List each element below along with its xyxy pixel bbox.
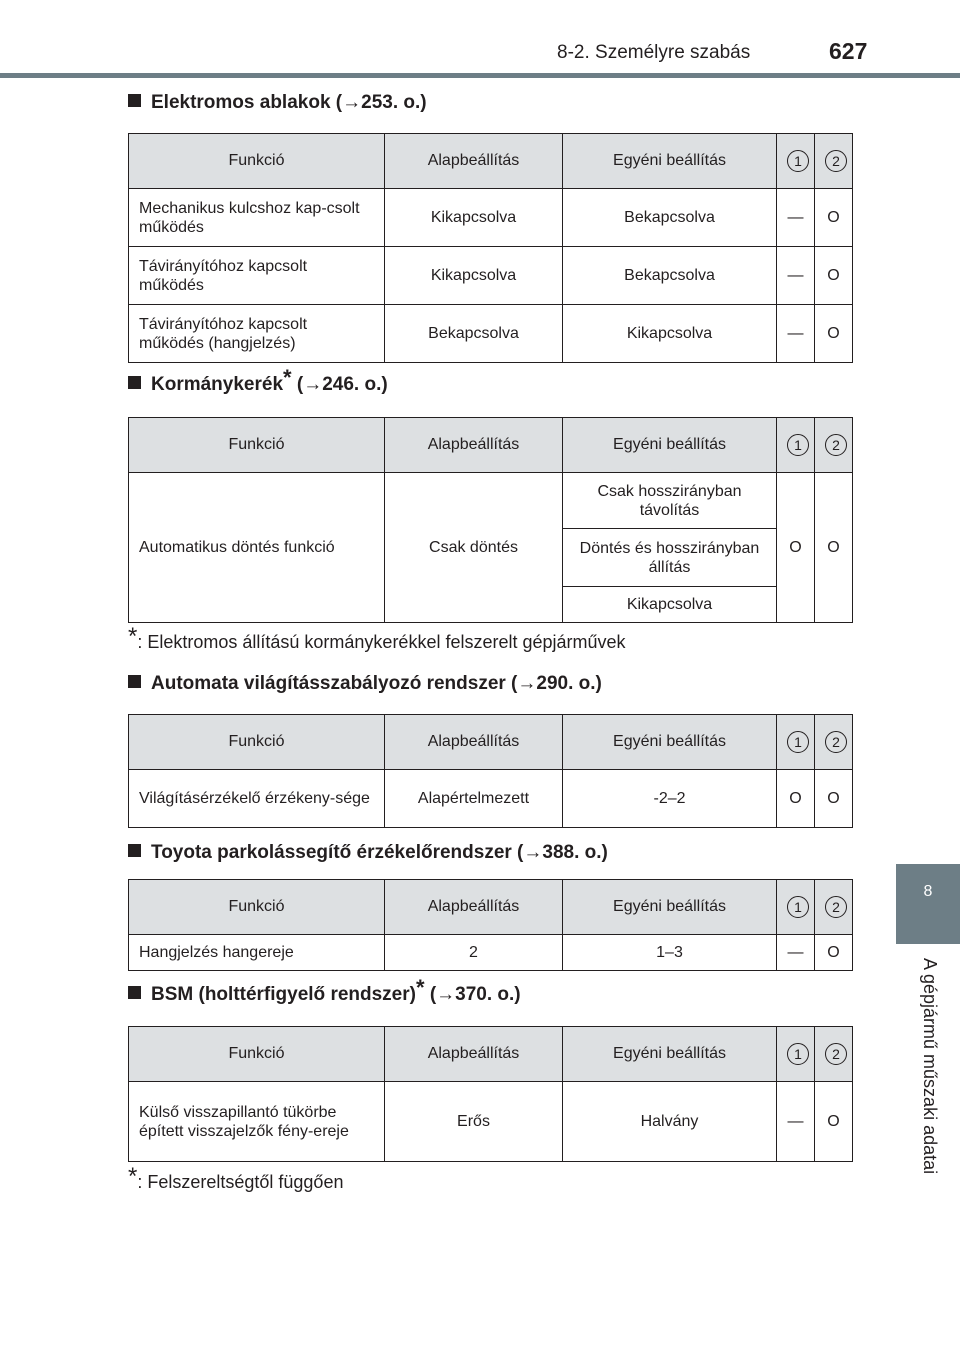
circled-number-1-icon: 1 xyxy=(787,896,809,918)
header-function: Funkció xyxy=(129,134,385,189)
cell-function: Mechanikus kulcshoz kap-csolt működés xyxy=(129,189,385,247)
cell-function: Automatikus döntés funkció xyxy=(129,473,385,623)
table-header-row xyxy=(129,418,853,473)
section-heading-text: Automata világításszabályozó rendszer (→290. o.) xyxy=(151,673,602,694)
header-default: Alapbeállítás xyxy=(385,880,563,935)
header-col1 xyxy=(777,418,815,473)
chapter-tab xyxy=(896,864,960,944)
cell-custom: Kikapcsolva xyxy=(563,587,777,623)
header-default: Alapbeállítás xyxy=(385,715,563,770)
header-col1 xyxy=(777,1027,815,1082)
table-header-row xyxy=(129,715,853,770)
header-col1 xyxy=(777,880,815,935)
cell-col1: O xyxy=(777,473,815,623)
cell-col1: — xyxy=(777,935,815,971)
cell-col2: O xyxy=(815,770,853,828)
section-title: 8-2. Személyre szabás xyxy=(557,42,751,63)
page-number: 627 xyxy=(829,38,868,64)
section-heading-text: Elektromos ablakok (→253. o.) xyxy=(151,92,427,113)
cell-col1: — xyxy=(777,189,815,247)
table-row xyxy=(129,247,853,305)
header-col2 xyxy=(815,880,853,935)
cell-default: Alapértelmezett xyxy=(385,770,563,828)
bullet-square-icon xyxy=(128,376,141,389)
cell-col1: — xyxy=(777,305,815,363)
cell-col1: O xyxy=(777,770,815,828)
table-row xyxy=(129,770,853,828)
asterisk-marker: * xyxy=(283,365,292,390)
header-divider xyxy=(0,73,960,78)
cell-col1: — xyxy=(777,1082,815,1162)
cell-function: Világításérzékelő érzékeny-sége xyxy=(129,770,385,828)
circled-number-1-icon: 1 xyxy=(787,1043,809,1065)
bullet-square-icon xyxy=(128,844,141,857)
cell-custom: 1–3 xyxy=(563,935,777,971)
table-header-row xyxy=(129,880,853,935)
settings-table xyxy=(128,714,853,828)
section-heading xyxy=(128,92,427,114)
cell-custom: Halvány xyxy=(563,1082,777,1162)
section-heading xyxy=(128,842,608,864)
section-heading xyxy=(128,673,602,695)
settings-table xyxy=(128,133,853,363)
circled-number-2-icon: 2 xyxy=(825,731,847,753)
cell-custom: Kikapcsolva xyxy=(563,305,777,363)
bullet-square-icon xyxy=(128,675,141,688)
header-col2 xyxy=(815,134,853,189)
circled-number-1-icon: 1 xyxy=(787,434,809,456)
cell-col2: O xyxy=(815,189,853,247)
cell-custom: Bekapcsolva xyxy=(563,247,777,305)
header-default: Alapbeállítás xyxy=(385,134,563,189)
circled-number-2-icon: 2 xyxy=(825,434,847,456)
header-custom: Egyéni beállítás xyxy=(563,418,777,473)
cell-col2: O xyxy=(815,305,853,363)
table-row xyxy=(129,473,853,529)
cell-default: Erős xyxy=(385,1082,563,1162)
section-heading-ref: (→370. o.) xyxy=(429,984,521,1005)
table-header-row xyxy=(129,134,853,189)
table-row xyxy=(129,189,853,247)
header-function: Funkció xyxy=(129,715,385,770)
bullet-square-icon xyxy=(128,986,141,999)
chapter-label: A gépjármű műszaki adatai xyxy=(920,958,940,1175)
cell-custom: Bekapcsolva xyxy=(563,189,777,247)
chapter-number: 8 xyxy=(923,883,933,900)
circled-number-2-icon: 2 xyxy=(825,150,847,172)
header-function: Funkció xyxy=(129,880,385,935)
header-custom: Egyéni beállítás xyxy=(563,715,777,770)
cell-custom: -2–2 xyxy=(563,770,777,828)
settings-table xyxy=(128,879,853,971)
footnote-text: : Felszereltségtől függően xyxy=(137,1172,344,1192)
header-function: Funkció xyxy=(129,418,385,473)
section-heading xyxy=(128,365,388,396)
header-default: Alapbeállítás xyxy=(385,1027,563,1082)
section-heading-text: Kormánykerék xyxy=(151,374,284,395)
asterisk-marker: * xyxy=(128,623,138,650)
header-col1 xyxy=(777,134,815,189)
section-heading xyxy=(128,975,521,1006)
header-col2 xyxy=(815,418,853,473)
section-heading-text: Toyota parkolássegítő érzékelőrendszer (→388. o.) xyxy=(151,842,608,863)
header-col2 xyxy=(815,1027,853,1082)
header-function: Funkció xyxy=(129,1027,385,1082)
cell-col2: O xyxy=(815,1082,853,1162)
table-row xyxy=(129,1082,853,1162)
header-col1 xyxy=(777,715,815,770)
cell-col2: O xyxy=(815,247,853,305)
circled-number-1-icon: 1 xyxy=(787,731,809,753)
circled-number-2-icon: 2 xyxy=(825,896,847,918)
asterisk-marker: * xyxy=(415,975,425,1000)
table-row xyxy=(129,305,853,363)
footnote xyxy=(128,623,626,653)
cell-col2: O xyxy=(815,935,853,971)
cell-custom: Csak hosszirányban távolítás xyxy=(563,473,777,529)
cell-col1: — xyxy=(777,247,815,305)
table-header-row xyxy=(129,1027,853,1082)
cell-default: 2 xyxy=(385,935,563,971)
cell-default: Kikapcsolva xyxy=(385,189,563,247)
settings-table xyxy=(128,417,853,623)
header-default: Alapbeállítás xyxy=(385,418,563,473)
asterisk-marker: * xyxy=(128,1163,138,1190)
circled-number-1-icon: 1 xyxy=(787,150,809,172)
cell-function: Külső visszapillantó tükörbe épített visszajelzők fény-ereje xyxy=(129,1082,385,1162)
cell-function: Távirányítóhoz kapcsolt működés xyxy=(129,247,385,305)
cell-col2: O xyxy=(815,473,853,623)
cell-default: Kikapcsolva xyxy=(385,247,563,305)
cell-function: Hangjelzés hangereje xyxy=(129,935,385,971)
header-col2 xyxy=(815,715,853,770)
cell-default: Csak döntés xyxy=(385,473,563,623)
header-custom: Egyéni beállítás xyxy=(563,134,777,189)
settings-table xyxy=(128,1026,853,1162)
header-custom: Egyéni beállítás xyxy=(563,1027,777,1082)
section-heading-ref: (→246. o.) xyxy=(296,374,388,395)
cell-function: Távirányítóhoz kapcsolt működés (hangjelzés) xyxy=(129,305,385,363)
header-custom: Egyéni beállítás xyxy=(563,880,777,935)
cell-custom: Döntés és hosszirányban állítás xyxy=(563,529,777,587)
section-heading-text: BSM (holttérfigyelő rendszer) xyxy=(151,984,416,1005)
bullet-square-icon xyxy=(128,94,141,107)
table-row xyxy=(129,935,853,971)
footnote xyxy=(128,1163,344,1193)
footnote-text: : Elektromos állítású kormánykerékkel felszerelt gépjárművek xyxy=(137,632,626,652)
cell-default: Bekapcsolva xyxy=(385,305,563,363)
circled-number-2-icon: 2 xyxy=(825,1043,847,1065)
